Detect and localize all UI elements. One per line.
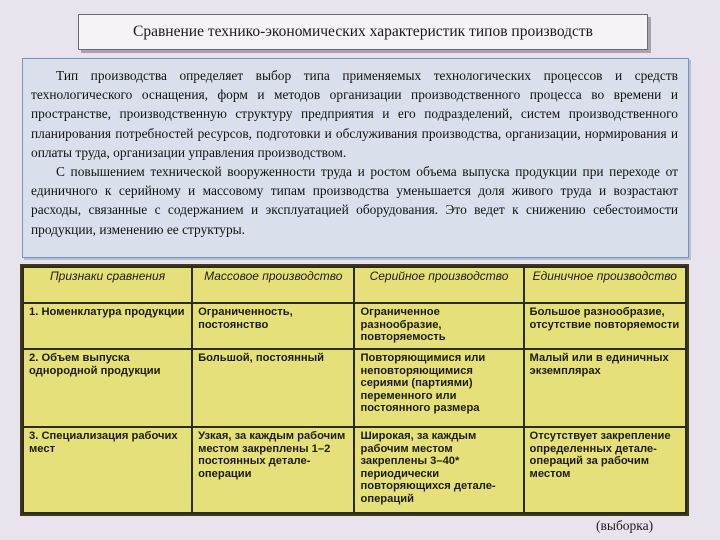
table-cell: Малый или в единичных экземплярах: [524, 349, 686, 427]
table-header-cell: Единичное производство: [524, 267, 686, 303]
table-row: [23, 427, 686, 513]
table-header-cell: Признаки сравнения: [23, 267, 192, 303]
table-row: [23, 349, 686, 427]
text-box: [22, 58, 689, 258]
table-cell: Ограниченное разнообразие, повторяемость: [354, 303, 523, 349]
table-cell: Ограниченность, постоянство: [192, 303, 354, 349]
table-cell: Узкая, за каждым рабочим местом закреплены 1–2 постоянных детале-операции: [192, 427, 354, 513]
caption-sample: (выборка): [596, 518, 654, 533]
table-cell: Отсутствует закрепление определенных детале-операций за рабочим местом: [524, 427, 686, 513]
paragraph-2: С повышением технической вооруженности труда и ростом объема выпуска продукции при переходе от единичного к серийному и массовому типам производства уменьшается доля живого труда и возрастают расходы, связанные с содержанием и эксплуатацией оборудования. Это ведет к снижению себестоимости продукции, изменению ее структуры.: [31, 164, 678, 237]
table-header-cell: Серийное производство: [354, 267, 523, 303]
table-cell: 2. Объем выпуска однородной продукции: [23, 349, 192, 427]
table-cell: Широкая, за каждым рабочим местом закреплены 3–40* периодически повторяющихся детале-операций: [354, 427, 523, 513]
table-header-row: [23, 267, 686, 303]
table-cell: Большое разнообразие, отсутствие повторяемости: [524, 303, 686, 349]
comparison-table-image: [20, 264, 689, 516]
slide-title-box: [78, 14, 648, 50]
table-cell: Большой, постоянный: [192, 349, 354, 427]
table-cell: 3. Специализация рабочих мест: [23, 427, 192, 513]
slide-title: Сравнение технико-экономических характеристик типов производств: [133, 23, 593, 40]
table-row: [23, 303, 686, 349]
table-cell: 1. Номенклатура продукции: [23, 303, 192, 349]
paragraph-1: Тип производства определяет выбор типа применяемых технологических процессов и средств технологического оснащения, форм и методов организации производственного процесса во времени и пространстве, производственную структуру предприятия и его подразделений, систем производственного планирования потребностей ресурсов, подготовки и обслуживания производства, организации, нормирования и оплаты труда, организации управления производством.: [31, 68, 678, 160]
table-header-cell: Массовое производство: [192, 267, 354, 303]
table-cell: Повторяющимися или неповторяющимися сериями (партиями) переменного или постоянного размера: [354, 349, 523, 427]
comparison-table: [22, 266, 687, 514]
